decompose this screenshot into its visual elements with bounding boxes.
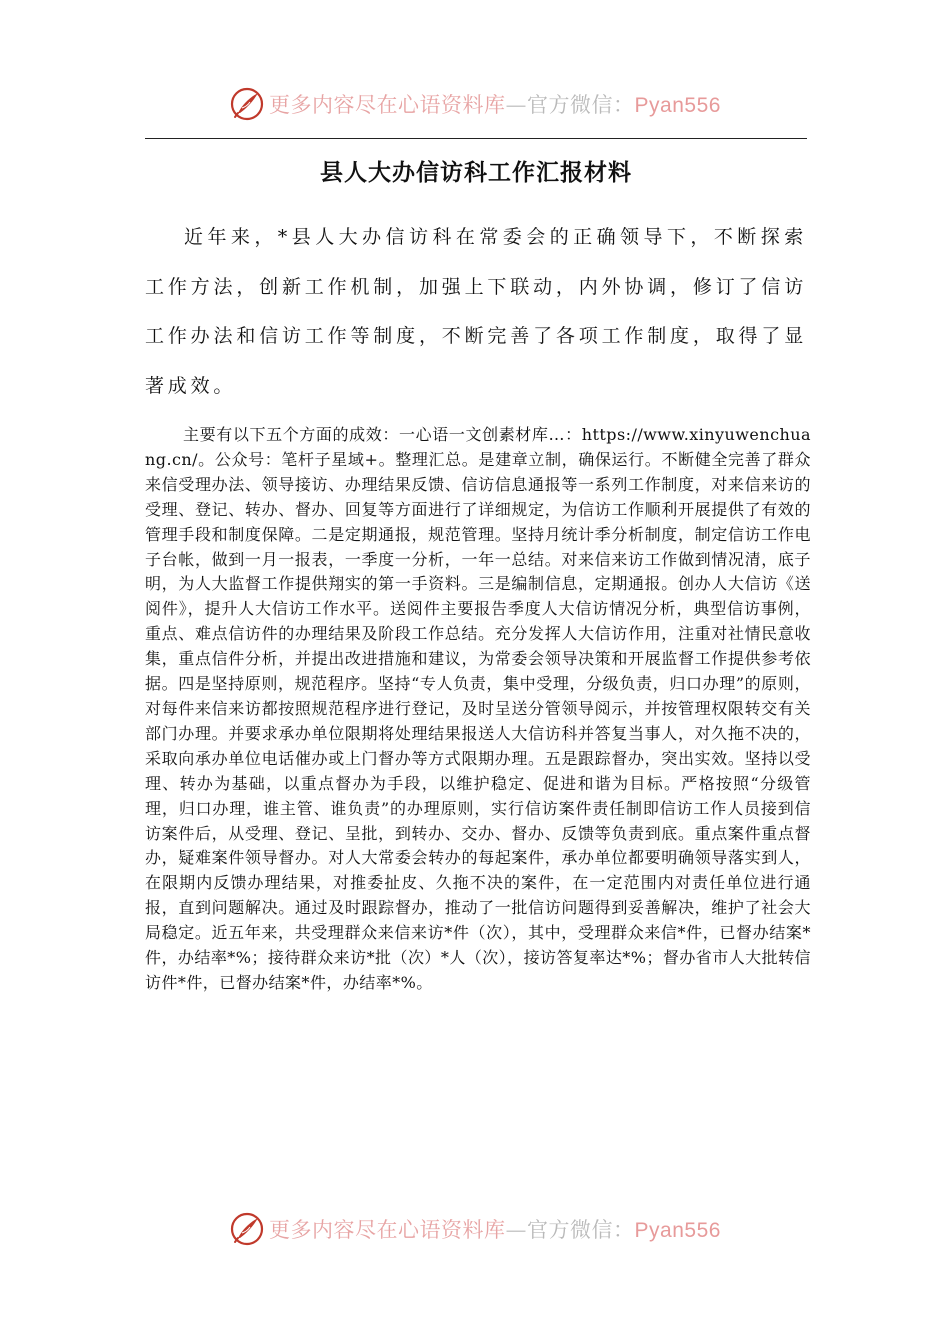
intro-paragraph: 近年来，*县人大办信访科在常委会的正确领导下，不断探索工作方法，创新工作机制，加强上下联动，内外协调，修订了信访工作办法和信访工作等制度，不断完善了各项工作制度，取得了显著成效。 — [145, 226, 807, 397]
document-title: 县人大办信访科工作汇报材料 — [320, 159, 632, 186]
quill-pen-logo-icon — [229, 1211, 265, 1247]
watermark-footer — [0, 1207, 950, 1251]
watermark-text: 更多内容尽在心语资料库—官方微信：Pyan556 — [269, 1218, 721, 1242]
body-paragraph: 主要有以下五个方面的成效：一心语一文创素材库…：https://www.xinyuwenchuang.cn/。公众号：笔杆子星域+。整理汇总。是建章立制，确保运行。不断健全完善了群众来信受理办法、领导接访、办理结果反馈、信访信息通报等一系列工作制度，对来信来访的受理、登记、转办、督办、回复等方面进行了详细规定，为信访工作顺利开展提供了有效的管理手段和制度保障。二是定期通报，规范管理。坚持月统计季分析制度，制定信访工作电子台帐，做到一月一报表，一季度一分析，一年一总结。对来信来访工作做到情况清，底子明，为人大监督工作提供翔实的第一手资料。三是编制信息，定期通报。创办人大信访《送阅件》，提升人大信访工作水平。送阅件主要报告季度人大信访情况分析，典型信访事例，重点、难点信访件的办理结果及阶段工作总结。充分发挥人大信访作用，注重对社情民意收集，重点信件分析，并提出改进措施和建议，为常委会领导决策和开展监督工作提供参考依据。四是坚持原则，规范程序。坚持“专人负责，集中受理，分级负责，归口办理”的原则，对每件来信来访都按照规范程序进行登记，及时呈送分管领导阅示，并按管理权限转交有关部门办理。并要求承办单位限期将处理结果报送人大信访科并答复当事人，对久拖不决的，采取向承办单位电话催办或上门督办等方式限期办理。五是跟踪督办，突出实效。坚持以受理、转办为基础，以重点督办为手段，以维护稳定、促进和谐为目标。严格按照“分级管理，归口办理，谁主管、谁负责”的办理原则，实行信访案件责任制即信访工作人员接到信访案件后，从受理、登记、呈批，到转办、交办、督办、反馈等负责到底。重点案件重点督办，疑难案件领导督办。对人大常委会转办的每起案件，承办单位都要明确领导落实到人，在限期内反馈办理结果，对推委扯皮、久拖不决的案件，在一定范围内对责任单位进行通报，直到问题解决。通过及时跟踪督办，推动了一批信访问题得到妥善解决，维护了社会大局稳定。近五年来，共受理群众来信来访*件（次），其中，受理群众来信*件，已督办结案*件，办结率*%；接待群众来访*批（次）*人（次），接访答复率达*%；督办省市人大批转信访件*件，已督办结案*件，办结率*%。 — [145, 425, 811, 992]
watermark-header — [0, 82, 950, 126]
header-rule — [145, 138, 807, 139]
watermark-text: 更多内容尽在心语资料库—官方微信：Pyan556 — [269, 93, 721, 117]
quill-pen-logo-icon — [229, 86, 265, 122]
